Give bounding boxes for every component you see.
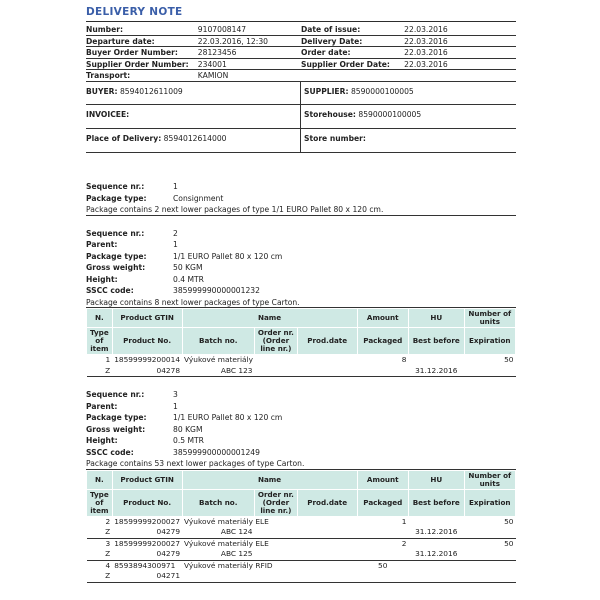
package-type-label: Package type: — [86, 413, 147, 423]
col-name: Name — [182, 470, 357, 489]
departure-date-value: 22.03.2016, 12:30 — [197, 36, 268, 46]
invoicee-label: INVOICEE: — [86, 110, 130, 120]
document-title: DELIVERY NOTE — [86, 6, 516, 22]
col-hu: HU — [408, 309, 464, 328]
table-row — [87, 527, 516, 538]
gross-weight-value: 50 KGM — [173, 263, 203, 273]
item-best-before: 31.12.2016 — [408, 527, 464, 538]
items-table — [86, 308, 516, 377]
item-name: Výukové materiály RFID — [184, 560, 273, 570]
package-note: Package contains 53 next lower packages of type Carton. — [86, 458, 516, 470]
table-header-row — [87, 489, 516, 516]
parent-label: Parent: — [86, 401, 118, 411]
sequence-label: Sequence nr.: — [86, 182, 145, 192]
buyer-cell — [86, 82, 301, 105]
table-row — [87, 560, 516, 571]
sequence-block — [86, 389, 516, 583]
col-gtin: Product GTIN — [112, 470, 182, 489]
sequence-label: Sequence nr.: — [86, 228, 145, 238]
header-block — [86, 24, 516, 82]
package-type-value: Consignment — [173, 193, 224, 203]
sequence-value: 3 — [173, 390, 178, 400]
col-prod-no: Product No. — [112, 328, 182, 355]
supplier-order-date-label: Supplier Order Date: — [300, 59, 390, 69]
buyer-value: 8594012611009 — [119, 86, 183, 96]
item-hu — [408, 516, 464, 527]
col-type: Type of item — [87, 328, 113, 355]
item-units — [464, 560, 515, 571]
item-order-nr — [255, 549, 298, 560]
table-header-row — [87, 470, 516, 489]
package-type-label: Package type: — [86, 251, 147, 261]
item-prod-no: 04279 — [112, 549, 182, 560]
item-gtin: 18599999200027 — [114, 516, 181, 526]
header-row — [86, 70, 516, 82]
item-packaged — [357, 527, 408, 538]
item-type: Z — [87, 527, 113, 538]
item-order-nr — [255, 571, 298, 582]
col-best-before: Best before — [408, 489, 464, 516]
item-batch: ABC 125 — [182, 549, 254, 560]
sequence-row — [86, 181, 516, 193]
delivery-date-label: Delivery Date: — [300, 36, 363, 46]
sscc-label: SSCC code: — [86, 447, 134, 457]
sequence-label: Sequence nr.: — [86, 390, 145, 400]
spacer — [86, 216, 516, 226]
item-gtin: 18599999200027 — [114, 538, 181, 548]
supplier-label: SUPPLIER: — [304, 86, 349, 96]
item-packaged — [357, 549, 408, 560]
gross-weight-label: Gross weight: — [86, 263, 146, 273]
item-units: 50 — [504, 355, 514, 365]
store-number-label: Store number: — [304, 133, 366, 143]
sscc-row — [86, 285, 516, 297]
parent-label: Parent: — [86, 240, 118, 250]
transport-value: KAMION — [197, 71, 229, 81]
number-label: Number: — [86, 25, 124, 34]
number-value: 9107008147 — [197, 25, 247, 34]
col-best-before: Best before — [408, 328, 464, 355]
supplier-order-number-label: Supplier Order Number: — [86, 59, 189, 69]
item-prod-date — [297, 571, 357, 582]
package-type-value: 1/1 EURO Pallet 80 x 120 cm — [173, 251, 283, 261]
supplier-order-date-value: 22.03.2016 — [404, 59, 448, 69]
sscc-row — [86, 447, 516, 459]
header-row — [86, 47, 516, 59]
col-gtin: Product GTIN — [112, 309, 182, 328]
col-expiration: Expiration — [464, 489, 515, 516]
col-units: Number of units — [464, 470, 515, 489]
item-hu — [408, 538, 464, 549]
col-prod-date: Prod.date — [297, 328, 357, 355]
table-row — [87, 516, 516, 527]
item-expiration — [464, 549, 515, 560]
item-prod-no: 04271 — [112, 571, 182, 582]
item-prod-no: 04279 — [112, 527, 182, 538]
delivery-date-value: 22.03.2016 — [404, 36, 448, 46]
parent-value: 1 — [173, 240, 178, 250]
item-packaged — [357, 366, 408, 377]
col-type: Type of item — [87, 489, 113, 516]
supplier-order-number-value: 234001 — [197, 59, 227, 69]
buyer-label: BUYER: — [86, 86, 118, 96]
sequence-row — [86, 228, 516, 240]
sequence-row — [86, 389, 516, 401]
supplier-cell — [301, 82, 516, 105]
delivery-place-value: 8594012614000 — [163, 133, 227, 143]
item-batch: ABC 123 — [182, 366, 254, 377]
item-n: 2 — [105, 516, 111, 526]
item-prod-no: 04278 — [112, 366, 182, 377]
col-name: Name — [182, 309, 357, 328]
item-best-before: 31.12.2016 — [408, 549, 464, 560]
party-row — [86, 105, 516, 129]
invoicee-cell — [86, 105, 301, 128]
buyer-order-number-label: Buyer Order Number: — [86, 48, 178, 58]
height-row — [86, 435, 516, 447]
col-order-nr: Order nr. (Order line nr.) — [255, 489, 298, 516]
col-n: N. — [87, 309, 113, 328]
item-units: 50 — [504, 538, 514, 548]
sequence-block — [86, 181, 516, 216]
col-packaged: Packaged — [357, 489, 408, 516]
col-amount: Amount — [357, 470, 408, 489]
col-packaged: Packaged — [357, 328, 408, 355]
item-packaged — [357, 571, 408, 582]
gross-weight-value: 80 KGM — [173, 424, 203, 434]
item-amount: 8 — [401, 355, 407, 365]
supplier-value: 8590000100005 — [350, 86, 414, 96]
header-row — [86, 24, 516, 36]
height-value: 0.4 MTR — [173, 274, 204, 284]
table-header-row — [87, 328, 516, 355]
col-prod-date: Prod.date — [297, 489, 357, 516]
table-row — [87, 538, 516, 549]
empty-cell — [404, 70, 516, 81]
item-n: 1 — [105, 355, 111, 365]
party-row — [86, 82, 516, 106]
item-expiration — [464, 366, 515, 377]
storehouse-label: Storehouse: — [304, 110, 356, 120]
item-expiration — [464, 571, 515, 582]
col-expiration: Expiration — [464, 328, 515, 355]
col-batch: Batch no. — [182, 489, 254, 516]
item-type: Z — [87, 366, 113, 377]
header-row — [86, 36, 516, 48]
sscc-label: SSCC code: — [86, 286, 134, 296]
item-type: Z — [87, 571, 113, 582]
table-row — [87, 549, 516, 560]
item-best-before — [408, 571, 464, 582]
sscc-value: 385999900000001249 — [173, 447, 260, 457]
gross-weight-row — [86, 262, 516, 274]
departure-date-label: Departure date: — [86, 36, 155, 46]
item-name: Výukové materiály — [184, 355, 253, 365]
item-n: 4 — [105, 560, 111, 570]
parties-block — [86, 82, 516, 154]
delivery-place-cell — [86, 129, 301, 153]
storehouse-value: 8590000100005 — [358, 110, 422, 120]
transport-label: Transport: — [86, 71, 131, 81]
package-type-value: 1/1 EURO Pallet 80 x 120 cm — [173, 413, 283, 423]
table-row — [87, 366, 516, 377]
sscc-value: 385999990000001232 — [173, 286, 260, 296]
gross-weight-label: Gross weight: — [86, 424, 146, 434]
gross-weight-row — [86, 424, 516, 436]
buyer-order-number-value: 28123456 — [197, 48, 237, 58]
spacer — [86, 153, 516, 179]
height-label: Height: — [86, 436, 118, 446]
items-table — [86, 470, 516, 583]
item-prod-date — [297, 527, 357, 538]
col-units: Number of units — [464, 309, 515, 328]
item-gtin: 8593894300971 — [114, 560, 176, 570]
item-amount: 2 — [401, 538, 407, 548]
item-expiration — [464, 527, 515, 538]
spacer — [86, 377, 516, 387]
order-date-label: Order date: — [300, 48, 351, 58]
parent-row — [86, 401, 516, 413]
parent-row — [86, 239, 516, 251]
item-order-nr — [255, 366, 298, 377]
col-prod-no: Product No. — [112, 489, 182, 516]
order-date-value: 22.03.2016 — [404, 48, 448, 58]
item-type: Z — [87, 549, 113, 560]
height-label: Height: — [86, 274, 118, 284]
header-row — [86, 59, 516, 71]
item-name: Výukové materiály ELE — [184, 538, 269, 548]
table-header-row — [87, 309, 516, 328]
item-best-before: 31.12.2016 — [408, 366, 464, 377]
sequence-value: 2 — [173, 228, 178, 238]
package-note: Package contains 8 next lower packages of type Carton. — [86, 297, 516, 309]
store-number-cell — [301, 129, 516, 153]
table-row — [87, 571, 516, 582]
date-of-issue-value: 22.03.2016 — [404, 25, 448, 34]
col-hu: HU — [408, 470, 464, 489]
col-order-nr: Order nr. (Order line nr.) — [255, 328, 298, 355]
package-type-row — [86, 251, 516, 263]
height-value: 0.5 MTR — [173, 436, 204, 446]
item-order-nr — [255, 527, 298, 538]
col-amount: Amount — [357, 309, 408, 328]
item-name: Výukové materiály ELE — [184, 516, 269, 526]
sequence-value: 1 — [173, 182, 178, 192]
item-n: 3 — [105, 538, 111, 548]
empty-cell — [301, 70, 404, 81]
col-batch: Batch no. — [182, 328, 254, 355]
sequence-block — [86, 228, 516, 378]
delivery-note — [86, 6, 516, 583]
parent-value: 1 — [173, 401, 178, 411]
item-hu — [408, 355, 464, 366]
col-n: N. — [87, 470, 113, 489]
height-row — [86, 274, 516, 286]
package-type-label: Package type: — [86, 193, 147, 203]
item-prod-date — [297, 366, 357, 377]
date-of-issue-label: Date of issue: — [300, 25, 361, 34]
party-row — [86, 129, 516, 153]
package-note: Package contains 2 next lower packages of type 1/1 EURO Pallet 80 x 120 cm. — [86, 204, 516, 216]
item-batch: ABC 124 — [182, 527, 254, 538]
item-gtin: 18599999200014 — [114, 355, 181, 365]
item-amount: 50 — [378, 560, 388, 570]
table-row — [87, 355, 516, 366]
item-amount: 1 — [401, 516, 407, 526]
storehouse-cell — [301, 105, 516, 128]
package-type-row — [86, 193, 516, 205]
item-batch — [182, 571, 254, 582]
item-prod-date — [297, 549, 357, 560]
delivery-place-label: Place of Delivery: — [86, 133, 162, 143]
package-type-row — [86, 412, 516, 424]
item-hu — [408, 560, 464, 571]
item-units: 50 — [504, 516, 514, 526]
